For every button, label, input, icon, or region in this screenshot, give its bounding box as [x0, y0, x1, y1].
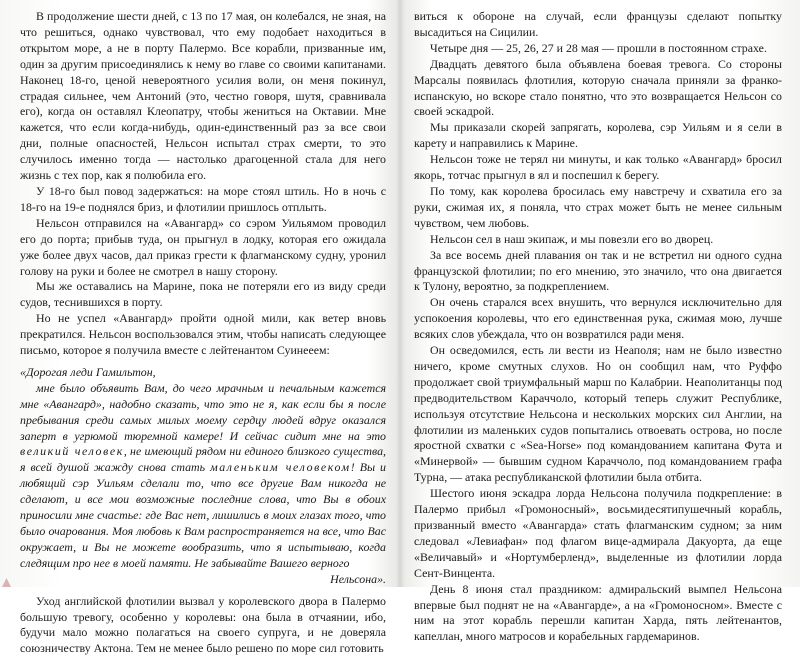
paragraph: Двадцать девятого была объявлена боевая тревога. Со стороны Марсалы появилась флотилия, которую сначала приняли за франко-испанскую, но вскоре стало понятно, что это возвращается Нельсон со своей эскадрой. — [414, 56, 782, 119]
letter-spaced-text: маленьким человеком — [210, 460, 351, 475]
paragraph: У 18-го был повод задержаться: на море стоял штиль. Но в ночь с 18-го на 19-е поднялся бриз, и флотилии пришлось отплыть. — [20, 183, 386, 214]
right-page-text — [414, 9, 782, 645]
left-page-text — [20, 9, 386, 657]
paragraph: Шестого июня эскадра лорда Нельсона получила подкрепление: в Палермо прибыл «Громоносный», восьмидесятипушечный корабль, призванный вместо «Авангарда» стать флагманским судном; за ним следовал «Левиафан» под флагом вице-адмирала Дакуорта, да еще «Величавый» и «Нортумберленд», выделенные из флотилии лорда Сент-Винцента. — [414, 486, 782, 580]
paragraph: Мы приказали скорей запрягать, королева, сэр Уильям и я сели в карету и направились к Марине. — [414, 120, 782, 151]
letter-salutation: «Дорогая леди Гамильтон, — [20, 364, 156, 379]
paragraph: Он осведомился, есть ли вести из Неаполя; нам не было известно ничего, кроме смутных слухов. Но он сообщил нам, что Руффо продолжает свой триумфальный марш по Калабрии. Неаполитанцы под предводительством Караччоло, который теперь служит Республике, используя отсутствие Нельсона и нескольких морских сил Англии, на флотилии из маленьких судов попытались отвоевать острова, но после яростной схватки с «Sea-Horse» под командованием капитана Фута и «Минервой» — бывшим судном Караччоло, под командованием графа Турна, — атака республиканской флотилии была отбита. — [414, 343, 782, 485]
left-page — [20, 0, 386, 656]
paragraph: Нельсон сел в наш экипаж, и мы повезли его во дворец. — [430, 231, 714, 246]
paragraph: Он очень старался всех внушить, что вернулся исключительно для успокоения королевы, что его единственная рука, сжимая мою, лучше всяких слов убеждала, что он возвратился ради меня. — [414, 295, 782, 342]
letter-text: мне было объявить Вам, до чего мрачным и печальным кажется мне «Авангард», надобно сказать, что это не я, как если бы я после пребывания среди самых милых моему сердцу людей вдруг оказался заперт в угрюмой тюремной камере! И сейчас сидит мне на это — [20, 380, 386, 443]
paragraph: День 8 июня стал праздником: адмиральский вымпел Нельсона впервые был поднят не на «Авангарде», а на «Громоносном». Вместе с ним на этот корабль перешли капитан Харда, пять лейтенантов, капеллан, много матросов и корабельных гардемаринов. — [414, 581, 782, 644]
paragraph: Но не успел «Авангард» пройти одной мили, как ветер вновь прекратился. Нельсон воспользовался этим, чтобы написать следующее письмо, которое я получила вместе с лейтенантом Суинееем: — [20, 311, 386, 358]
paragraph: За все восемь дней плавания он так и не встретил ни одного судна французской флотилии; по его мнению, это значило, что она двигается к Тулону, вероятно, за подкреплением. — [414, 247, 782, 294]
paragraph: По тому, как королева бросилась ему навстречу и схватила его за руки, сжимая их, я поняла, что страх может быть не менее сильным чувством, чем любовь. — [414, 183, 782, 230]
letter-text: ! Вы и любящий сэр Уильям сделали то, что все другие Вам никогда не сделают, и все мои возможные последние слова, что Вы в обоих приносили мне счастье: где Вас нет, лишились в моих глазах того, что было очарования. Моя любовь к Вам распространяется на все, что Вас окружает, и Вы не можете вообразить, что я испытываю, когда следящим про нее в моей памяти. Не забывайте Вашего верного — [20, 460, 386, 570]
corner-mark-icon — [2, 578, 11, 587]
paragraph: В продолжение шести дней, с 13 по 17 мая, он колебался, не зная, на что решиться, однако чувствовал, что ему подобает находиться в открытом море, а не в порту Палермо. Все корабли, призванные им, один за другим присоединялись к нему во главе со своими капитанами. Наконец 18-го, ценой невероятного усилия воли, он меня покинул, страдая сильнее, чем Антоний (это, честно говоря, шутя, сравнивала его), когда он оставлял Клеопатру, чтобы жениться на Октавии. Мне кажется, что если когда-нибудь, один-единственный раз за все свои дни, полные опасностей, Нельсон испытал страх смерти, то это случилось именно тогда — настолько драгоценной стала для него жизнь с тех пор, как я полюбила его. — [20, 9, 386, 183]
paragraph: Нельсон тоже не терял ни минуты, и как только «Авангард» бросил якорь, тотчас прыгнул в ял и поспешил к берегу. — [414, 152, 782, 183]
paragraph: виться к обороне на случай, если французы сделают попытку высадиться на Сицилии. — [414, 9, 782, 39]
right-page — [414, 0, 782, 644]
letter-signature: Нельсона». — [330, 571, 386, 586]
paragraph: Уход английской флотилии вызвал у королевского двора в Палермо большую тревогу, особенно у королевы: она была в отчаянии, ибо, будучи мало можно полагаться на своего супруга, и не доверяла союзничеству Актона. Тем не менее было решено по море сил готовить — [20, 593, 386, 656]
letter-body — [20, 381, 386, 572]
letter-text: , не имеющий рядом ни единого близкого существа, я всей душой жажду снова стать — [20, 444, 386, 475]
paragraph: Четыре дня — 25, 26, 27 и 28 мая — прошли в постоянном страхе. — [430, 40, 767, 55]
paragraph: Нельсон отправился на «Авангард» со сэром Уильямом проводил его до порта; прибыв туда, он прыгнул в лодку, которая его ожидала уже более двух часов, дал приказ грести к флагманскому судну, уронил голову на руки и более не смотрел в нашу сторону. — [20, 215, 386, 278]
letter-spaced-text: великий человек — [20, 444, 124, 459]
paragraph: Мы же оставались на Марине, пока не потеряли его из виду среди судов, теснившихся в порту. — [20, 279, 386, 310]
